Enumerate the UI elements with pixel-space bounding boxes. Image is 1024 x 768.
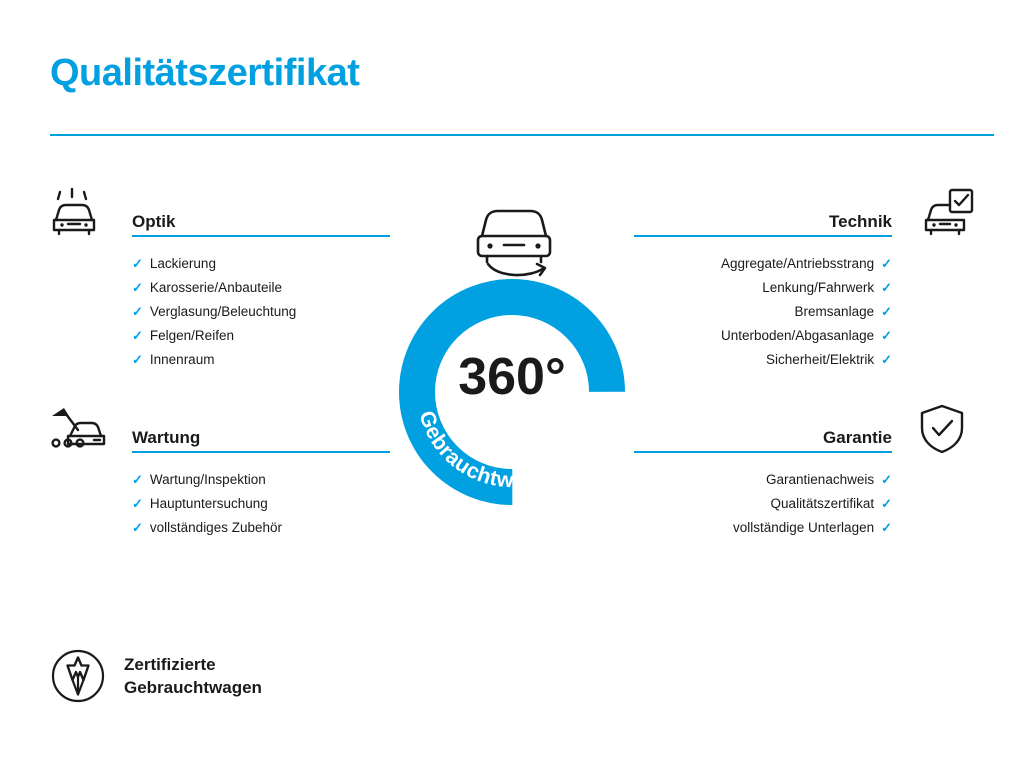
page-title: Qualitätszertifikat <box>50 52 360 94</box>
check-icon: ✓ <box>881 328 892 343</box>
vw-logo-icon <box>50 648 106 704</box>
check-icon: ✓ <box>881 304 892 319</box>
section-underline <box>132 235 390 237</box>
check-icon: ✓ <box>132 496 143 511</box>
list-item <box>40 492 390 516</box>
section-garantie <box>634 416 984 540</box>
list-item <box>40 276 390 300</box>
check-icon: ✓ <box>881 256 892 271</box>
list-item <box>40 300 390 324</box>
list-item-label: vollständige Unterlagen <box>733 520 875 535</box>
center-badge <box>372 196 652 496</box>
shield-check-icon <box>908 402 976 456</box>
list-item-label: Garantienachweis <box>766 472 875 487</box>
check-icon: ✓ <box>132 352 143 367</box>
car-shine-icon <box>48 186 116 240</box>
section-wartung <box>40 416 390 540</box>
list-item <box>40 516 390 540</box>
list-item-label: Qualitätszertifikat <box>770 496 875 511</box>
footer-brand <box>50 648 262 704</box>
section-title: Garantie <box>823 428 892 447</box>
section-optik <box>40 200 390 372</box>
section-item-list <box>40 468 390 540</box>
list-item <box>634 348 984 372</box>
check-icon: ✓ <box>132 256 143 271</box>
header-divider <box>50 134 994 136</box>
check-icon: ✓ <box>881 520 892 535</box>
check-ring <box>384 264 640 520</box>
section-header <box>40 200 390 242</box>
list-item-label: Unterboden/Abgasanlage <box>720 328 875 343</box>
section-title: Optik <box>132 212 176 231</box>
list-item <box>634 324 984 348</box>
check-icon: ✓ <box>881 496 892 511</box>
list-item <box>40 252 390 276</box>
check-icon: ✓ <box>132 328 143 343</box>
check-icon: ✓ <box>881 472 892 487</box>
section-underline <box>634 451 892 453</box>
section-underline <box>634 235 892 237</box>
check-icon: ✓ <box>132 280 143 295</box>
section-underline <box>132 451 390 453</box>
list-item <box>634 300 984 324</box>
check-icon: ✓ <box>132 472 143 487</box>
list-item-label: Wartung/Inspektion <box>149 472 266 487</box>
list-item <box>40 468 390 492</box>
section-item-list <box>40 252 390 372</box>
check-icon: ✓ <box>132 304 143 319</box>
ring-arc-text: Gebrauchtwagen-Check <box>414 407 610 493</box>
footer-line-2: Gebrauchtwagen <box>124 678 262 697</box>
list-item <box>634 492 984 516</box>
list-item-label: Sicherheit/Elektrik <box>766 352 875 367</box>
list-item-label: Aggregate/Antriebsstrang <box>720 256 875 271</box>
list-item <box>634 516 984 540</box>
list-item <box>634 276 984 300</box>
list-item-label: Lenkung/Fahrwerk <box>762 280 875 295</box>
car-lift-icon <box>48 402 116 456</box>
list-item-label: Felgen/Reifen <box>149 328 234 343</box>
list-item-label: Lackierung <box>149 256 216 271</box>
section-item-list <box>634 252 984 372</box>
center-number: 360° <box>458 348 566 406</box>
footer-line-1: Zertifizierte <box>124 655 216 674</box>
check-icon: ✓ <box>881 352 892 367</box>
section-item-list <box>634 468 984 540</box>
section-header <box>40 416 390 458</box>
section-header <box>634 416 984 458</box>
list-item-label: Innenraum <box>149 352 215 367</box>
footer-text <box>124 653 262 699</box>
car-checklist-icon <box>908 186 976 240</box>
check-icon: ✓ <box>881 280 892 295</box>
left-column <box>40 200 390 540</box>
list-item <box>634 468 984 492</box>
list-item-label: Bremsanlage <box>794 304 875 319</box>
list-item-label: Karosserie/Anbauteile <box>149 280 282 295</box>
section-technik <box>634 200 984 372</box>
check-icon: ✓ <box>132 520 143 535</box>
section-title: Wartung <box>132 428 201 447</box>
list-item <box>634 252 984 276</box>
list-item-label: vollständiges Zubehör <box>149 520 282 535</box>
list-item-label: Hauptuntersuchung <box>149 496 268 511</box>
list-item <box>40 324 390 348</box>
list-item-label: Verglasung/Beleuchtung <box>149 304 297 319</box>
section-title: Technik <box>829 212 892 231</box>
list-item <box>40 348 390 372</box>
right-column <box>634 200 984 540</box>
section-header <box>634 200 984 242</box>
